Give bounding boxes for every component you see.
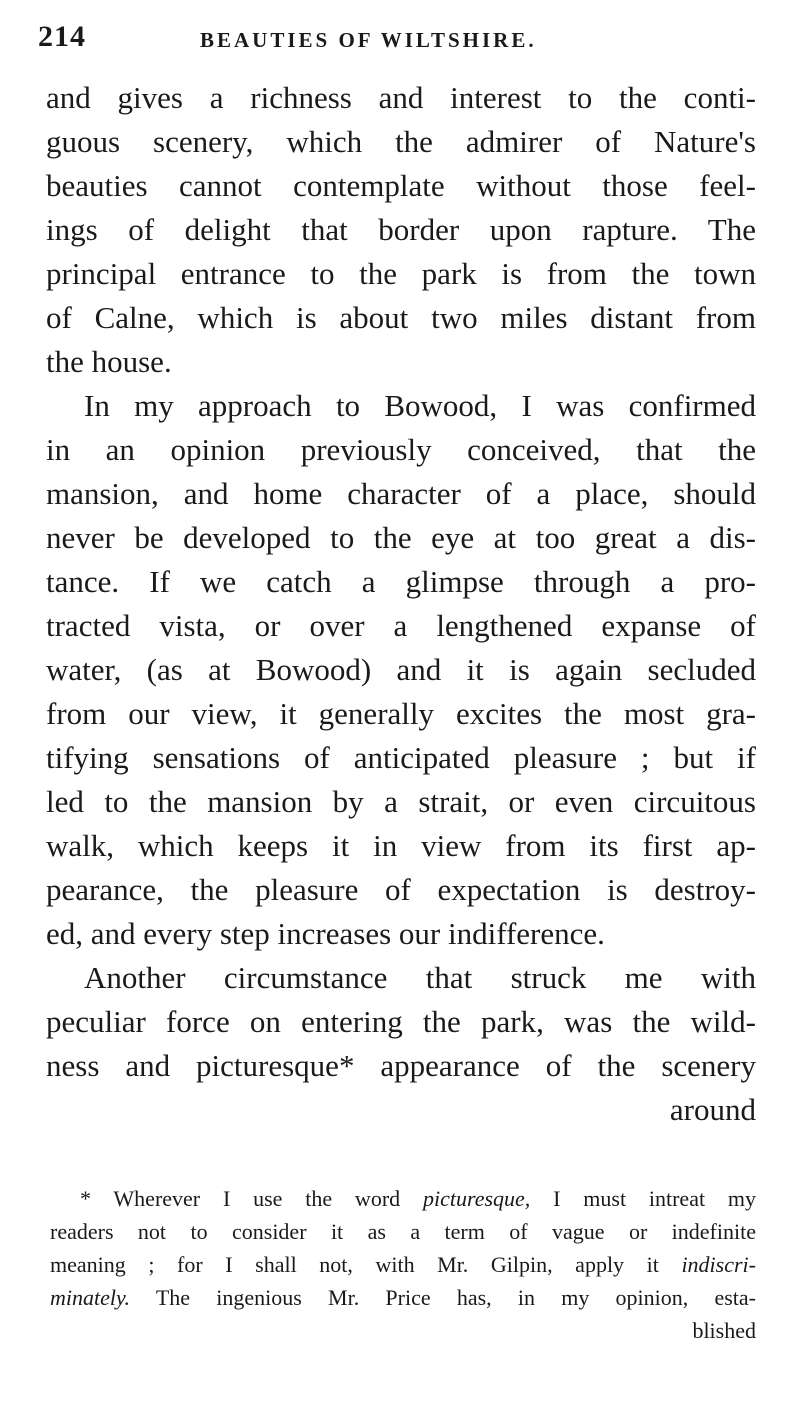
text-line: pearance, the pleasure of expectation is destroy- bbox=[46, 872, 756, 907]
footnote-italic: indiscri- bbox=[681, 1252, 756, 1277]
text-line: of Calne, which is about two miles distant from bbox=[46, 300, 756, 335]
text-line: ed, and every step increases our indifference. bbox=[46, 916, 605, 951]
text-line: ness and picturesque* appearance of the scenery bbox=[46, 1048, 756, 1083]
footnote-line bbox=[50, 1182, 756, 1215]
text-line: tifying sensations of anticipated pleasure ; but if bbox=[46, 740, 756, 775]
text-line: water, (as at Bowood) and it is again secluded bbox=[46, 652, 756, 687]
text-line: mansion, and home character of a place, should bbox=[46, 476, 756, 511]
running-head bbox=[38, 20, 758, 60]
footnote bbox=[50, 1182, 756, 1347]
text-line: principal entrance to the park is from the town bbox=[46, 256, 756, 291]
text-line: walk, which keeps it in view from its first ap- bbox=[46, 828, 756, 863]
footnote-text: I must intreat my bbox=[530, 1186, 757, 1211]
text-line: in an opinion previously conceived, that the bbox=[46, 432, 756, 467]
text-line: and gives a richness and interest to the conti- bbox=[46, 80, 756, 115]
running-title: BEAUTIES OF WILTSHIRE. bbox=[200, 28, 537, 52]
text-line: the house. bbox=[46, 344, 172, 379]
footnote-italic: picturesque, bbox=[422, 1186, 531, 1211]
footnote-text: The ingenious Mr. Price has, in my opinion, esta- bbox=[130, 1285, 756, 1310]
footnote-text: meaning ; for I shall not, with Mr. Gilpin, apply it bbox=[50, 1252, 682, 1277]
text-line: led to the mansion by a strait, or even circuitous bbox=[46, 784, 756, 819]
text-line: tance. If we catch a glimpse through a pro- bbox=[46, 564, 756, 599]
text-line: from our view, it generally excites the most gra- bbox=[46, 696, 756, 731]
footnote-text: * Wherever I use the word bbox=[80, 1186, 423, 1211]
text-line: guous scenery, which the admirer of Nature's bbox=[46, 124, 756, 159]
footnote-line bbox=[50, 1281, 756, 1314]
text-line: ings of delight that border upon rapture. The bbox=[46, 212, 756, 247]
body-text bbox=[46, 76, 756, 1132]
catchword: around bbox=[669, 1092, 756, 1127]
footnote-italic: minately. bbox=[50, 1285, 131, 1310]
text-line: never be developed to the eye at too great a dis- bbox=[46, 520, 756, 555]
footnote-line bbox=[50, 1248, 756, 1281]
paragraph-first-line: In my approach to Bowood, I was confirmed bbox=[84, 388, 756, 423]
page-number: 214 bbox=[38, 20, 86, 53]
footnote-line: readers not to consider it as a term of vague or indefinite bbox=[50, 1219, 756, 1244]
text-line: beauties cannot contemplate without those feel- bbox=[46, 168, 756, 203]
paragraph-first-line: Another circumstance that struck me with bbox=[84, 960, 756, 995]
text-line: peculiar force on entering the park, was the wild- bbox=[46, 1004, 756, 1039]
text-line: tracted vista, or over a lengthened expanse of bbox=[46, 608, 756, 643]
footnote-catchword: blished bbox=[692, 1318, 756, 1343]
